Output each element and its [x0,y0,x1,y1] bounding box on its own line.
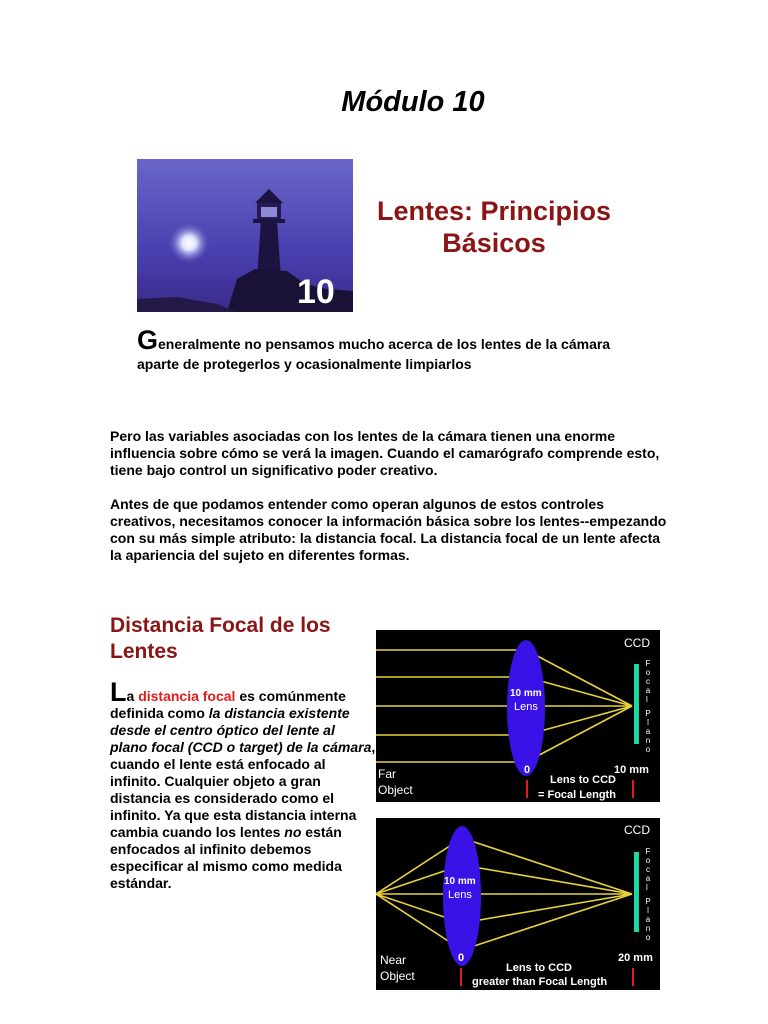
definition-paragraph [110,677,376,892]
paragraph-2: Antes de que podamos entender como operan algunos de estos controles creativos, necesitamos conocer la información básica sobre los lentes--empezando con su más simple atributo: la distancia focal. La distancia focal de un lente afecta la apariencia del sujeto en diferentes formas. [110,496,667,563]
caption-2: = Focal Length [538,789,616,801]
ccd-label: CCD [624,636,650,650]
section-heading: Distancia Focal de los Lentes [110,614,331,663]
focal-plane-bar [634,852,639,932]
definition-text-1: a [126,688,139,704]
object-label-2: Object [378,783,413,797]
thumbnail-number: 10 [297,273,335,311]
definition-text-4: están enfocados al infinito debemos especificar al mismo como medida estándar. [110,824,342,891]
definition-text-3: , cuando el lente está enfocado al infinito. Cualquier objeto a gran distancia es considerado como el infinito. Ya que esta distancia interna cambia cuando los lentes [110,739,376,840]
ccd-marker [632,780,634,798]
object-label-1: Far [378,767,396,781]
object-label-2: Object [380,969,415,983]
lighthouse-thumbnail [137,159,353,312]
caption-2: greater than Focal Length [472,976,608,988]
intro-paragraph [137,325,617,374]
object-label-1: Near [380,953,407,967]
ccd-label: CCD [624,823,650,837]
lens-label: Lens [514,701,538,713]
focal-plane-label: F o c a l P l a n o [645,659,651,754]
caption-1: Lens to CCD [550,774,616,786]
definition-dropcap: L [110,677,127,707]
lens-size-label: 10 mm [510,688,542,699]
page-title: Módulo 10 [341,86,485,118]
distance-label: 20 mm [618,952,653,964]
definition-text-2: es comúnmente definida como [110,688,346,721]
lens-marker [526,780,528,798]
caption-1: Lens to CCD [506,962,572,974]
focal-plane-bar [634,664,639,744]
paragraph-1: Pero las variables asociadas con los lentes de la cámara tienen una enorme influencia sobre cómo se verá la imagen. Cuando el camarógrafo comprende esto, tiene bajo control un significativo poder creativo. [110,428,660,478]
zero-label: 0 [458,952,465,964]
lens-size-label: 10 mm [444,876,476,887]
definition-italic-no: no [284,824,302,840]
zero-label: 0 [524,764,531,776]
focal-distance-highlight: distancia focal [138,688,236,704]
intro-text: eneralmente no pensamos mucho acerca de los lentes de la cámara aparte de protegerlos y ocasionalmente limpiarlos [137,336,611,372]
far-object-diagram [376,630,660,802]
lens-marker [460,968,462,986]
intro-dropcap: G [137,325,159,355]
ccd-marker [632,968,634,986]
subtitle: Lentes: Principios Básicos [376,196,612,258]
distance-label: 10 mm [614,764,649,776]
definition-italic: la distancia existente desde el centro óptico del lente al plano focal (CCD o target) de la cámara [110,705,372,755]
near-object-diagram [376,818,660,990]
focal-plane-label: F o c a l P l a n o [645,847,651,942]
lens-label: Lens [448,889,472,901]
